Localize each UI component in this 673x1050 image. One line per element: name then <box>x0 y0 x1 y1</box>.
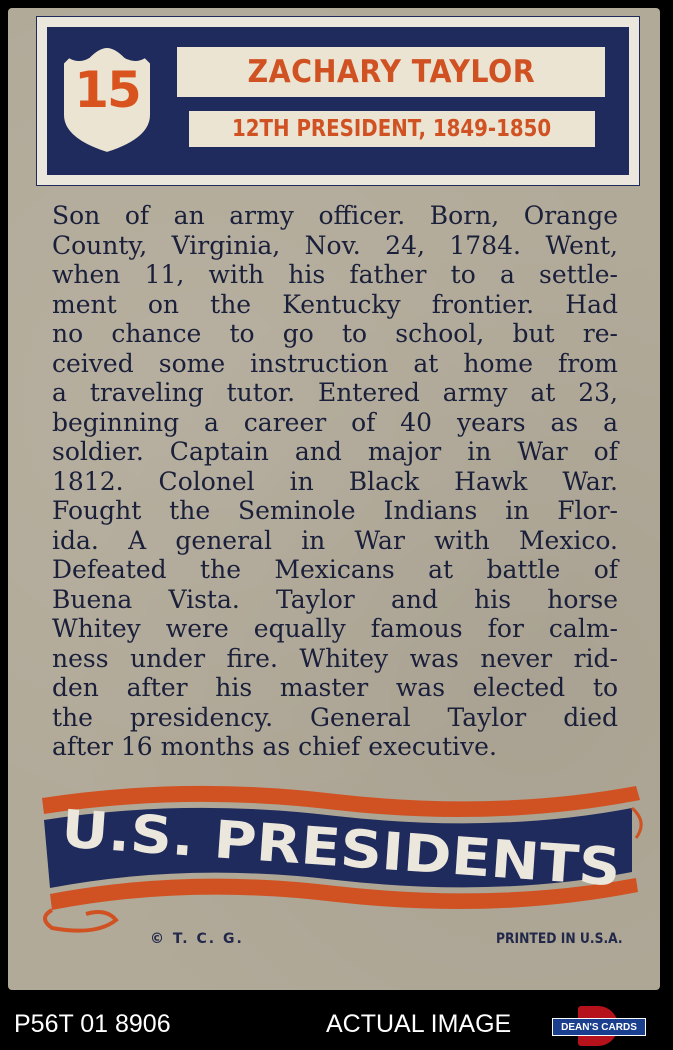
actual-image-label: ACTUAL IMAGE <box>326 1010 512 1038</box>
president-name: ZACHARY TAYLOR <box>247 54 535 90</box>
cert-number: P56T 01 8906 <box>14 1010 171 1038</box>
trading-card-back <box>8 8 660 990</box>
card-header <box>36 16 640 186</box>
card-number-shield <box>59 43 155 155</box>
bio-line: Whitey were equally famous for calm- <box>52 614 618 643</box>
subtitle-bar <box>189 111 595 147</box>
bio-line: Buena Vista. Taylor and his horse <box>52 584 618 614</box>
bio-line: a traveling tutor. Entered army at 23, <box>52 378 618 407</box>
bio-line: ment on the Kentucky frontier. Had <box>52 289 618 319</box>
bio-line: ida. A general in War with Mexico. <box>52 525 618 555</box>
bio-line: after 16 months as chief executive. <box>52 732 497 761</box>
printed-in-usa: PRINTED IN U.S.A. <box>496 931 623 947</box>
bio-line: the presidency. General Taylor died <box>52 702 618 732</box>
deans-cards-logo <box>552 1006 646 1046</box>
bio-line: no chance to go to school, but re- <box>52 319 618 348</box>
bio-line: when 11, with his father to a settle- <box>52 260 618 289</box>
bio-line: ness under fire. Whitey was never rid- <box>52 643 618 673</box>
bio-line: beginning a career of 40 years as a <box>52 407 618 437</box>
bio-line: ceived some instruction at home from <box>52 348 618 378</box>
bio-line: den after his master was elected to <box>52 673 618 702</box>
bio-line: Fought the Seminole Indians in Flor- <box>52 496 618 525</box>
bio-line: 1812. Colonel in Black Hawk War. <box>52 466 618 496</box>
bio-line: County, Virginia, Nov. 24, 1784. Went, <box>52 230 618 260</box>
logo-band <box>552 1018 646 1036</box>
bio-line: Defeated the Mexicans at battle of <box>52 555 618 584</box>
president-term: 12TH PRESIDENT, 1849-1850 <box>232 116 552 142</box>
biography-text <box>52 201 618 762</box>
card-number: 15 <box>74 61 140 119</box>
us-presidents-banner <box>36 768 646 938</box>
copyright-mark: © T. C. G. <box>150 931 244 947</box>
bio-line: Son of an army officer. Born, Orange <box>52 201 618 230</box>
banner-title: U.S. PRESIDENTS <box>59 799 566 895</box>
bio-line: soldier. Captain and major in War of <box>52 437 618 466</box>
name-bar <box>177 47 605 97</box>
logo-text: DEAN'S CARDS <box>561 1021 637 1033</box>
